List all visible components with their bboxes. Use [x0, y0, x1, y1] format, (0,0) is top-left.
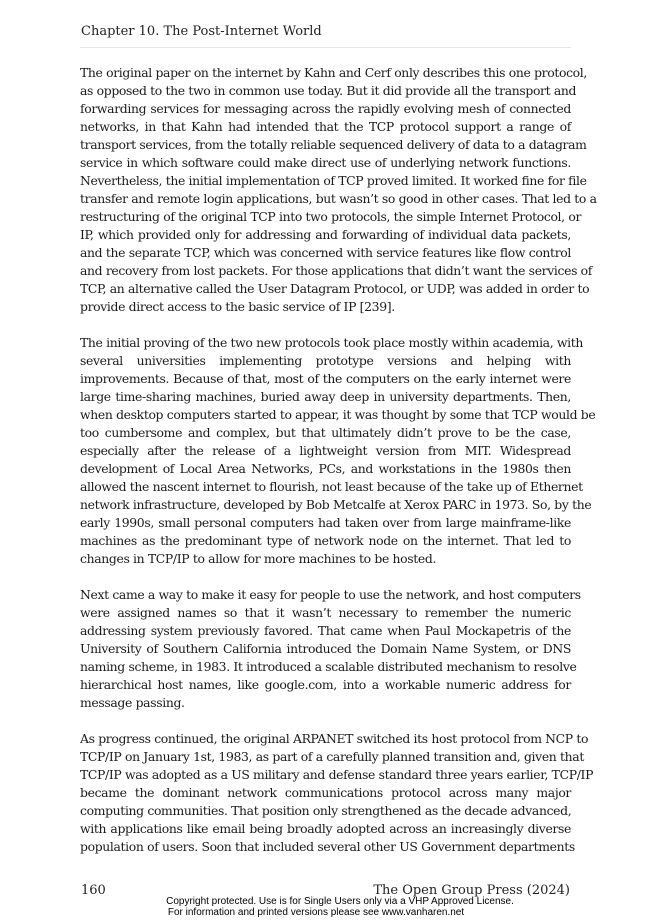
- body-paragraph: [80, 730, 594, 856]
- running-header: Chapter 10. The Post-Internet World: [81, 24, 322, 39]
- text-line: TCP/IP was adopted as a US military and defense standard three years earlier, TCP/IP: [80, 767, 594, 782]
- text-line: University of Southern California introduced the Domain Name System, or DNS: [80, 641, 571, 656]
- text-line: and recovery from lost packets. For those applications that didn’t want the services of: [80, 263, 593, 278]
- text-line: restructuring of the original TCP into two protocols, the simple Internet Protocol, or: [80, 209, 582, 224]
- text-line: TCP/IP on January 1st, 1983, as part of a carefully planned transition and, given that: [80, 749, 584, 764]
- text-line: computing communities. That position only strengthened as the decade advanced,: [80, 803, 572, 818]
- text-line: naming scheme, in 1983. It introduced a scalable distributed mechanism to resolve: [80, 659, 577, 674]
- text-line: became the dominant network communications protocol across many major: [80, 785, 571, 800]
- page-number: 160: [81, 883, 106, 898]
- body-paragraph: [80, 334, 596, 568]
- text-line: networks, in that Kahn had intended that the TCP protocol support a range of: [80, 119, 571, 134]
- text-line: TCP, an alternative called the User Datagram Protocol, or UDP, was added in order to: [80, 281, 590, 296]
- text-line: early 1990s, small personal computers had taken over from large mainframe-like: [80, 515, 571, 530]
- text-line: transport services, from the totally reliable sequenced delivery of data to a datagram: [80, 137, 587, 152]
- text-line: large time-sharing machines, buried away deep in university departments. Then,: [80, 389, 571, 404]
- body-text: [80, 64, 597, 874]
- text-line: population of users. Soon that included several other US Government departments: [80, 839, 575, 854]
- text-line: forwarding services for messaging across the rapidly evolving mesh of connected: [80, 101, 571, 116]
- copyright-notice: Copyright protected. Use is for Single Users only via a VHP Approved License.: [166, 896, 514, 907]
- text-line: and the separate TCP, which was concerned with service features like flow control: [80, 245, 571, 260]
- publisher-credit: The Open Group Press (2024): [373, 883, 570, 898]
- text-line: when desktop computers started to appear, it was thought by some that TCP would be: [80, 407, 596, 422]
- text-line: network infrastructure, developed by Bob Metcalfe at Xerox PARC in 1973. So, by the: [80, 497, 592, 512]
- text-line: service in which software could make direct use of underlying network functions.: [80, 155, 571, 170]
- text-line: too cumbersome and complex, but that ultimately didn’t prove to be the case,: [80, 425, 571, 440]
- header-divider: [80, 47, 571, 48]
- text-line: provide direct access to the basic service of IP [239].: [80, 299, 395, 314]
- text-line: machines as the predominant type of network node on the internet. That led to: [80, 533, 571, 548]
- text-line: were assigned names so that it wasn’t necessary to remember the numeric: [80, 605, 571, 620]
- text-line: improvements. Because of that, most of the computers on the early internet were: [80, 371, 571, 386]
- text-line: with applications like email being broadly adopted across an increasingly diverse: [80, 821, 571, 836]
- body-paragraph: [80, 64, 597, 316]
- text-line: Next came a way to make it easy for people to use the network, and host computers: [80, 587, 581, 602]
- text-line: especially after the release of a lightweight version from MIT. Widespread: [80, 443, 571, 458]
- text-line: several universities implementing prototype versions and helping with: [80, 353, 571, 368]
- text-line: hierarchical host names, like google.com, into a workable numeric address for: [80, 677, 571, 692]
- copyright-info-line: For information and printed versions please see www.vanharen.net: [167, 907, 465, 918]
- text-line: transfer and remote login applications, but wasn’t so good in other cases. That led to a: [80, 191, 597, 206]
- text-line: Nevertheless, the initial implementation of TCP proved limited. It worked fine for file: [80, 173, 587, 188]
- text-line: changes in TCP/IP to allow for more machines to be hosted.: [80, 551, 437, 566]
- text-line: message passing.: [80, 695, 185, 710]
- text-line: As progress continued, the original ARPANET switched its host protocol from NCP to: [80, 731, 589, 746]
- text-line: allowed the nascent internet to flourish, not least because of the take up of Ethernet: [80, 479, 583, 494]
- text-line: as opposed to the two in common use today. But it did provide all the transport and: [80, 83, 577, 98]
- text-line: The original paper on the internet by Kahn and Cerf only describes this one protocol,: [80, 65, 587, 80]
- text-line: development of Local Area Networks, PCs, and workstations in the 1980s then: [80, 461, 571, 476]
- text-line: IP, which provided only for addressing and forwarding of individual data packets,: [80, 227, 571, 242]
- text-line: addressing system previously favored. That came when Paul Mockapetris of the: [80, 623, 571, 638]
- body-paragraph: [80, 586, 581, 712]
- text-line: The initial proving of the two new protocols took place mostly within academia, with: [80, 335, 584, 350]
